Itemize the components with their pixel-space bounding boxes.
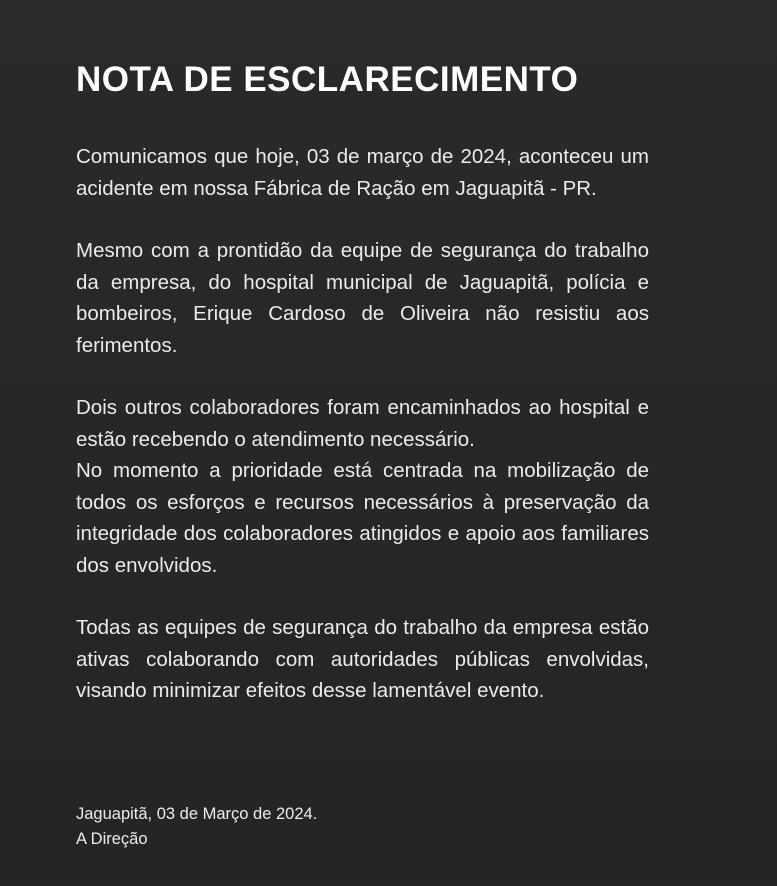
paragraph-priority: No momento a prioridade está centrada na mobilização de todos os esforços e recursos necessários à preservação da integridade dos colaboradores atingidos e apoio aos familiares dos envolvidos. [76,459,649,577]
document-title: NOTA DE ESCLARECIMENTO [76,60,579,99]
document-footer [76,802,317,852]
place-date: Jaguapitã, 03 de Março de 2024. [76,805,318,823]
paragraph-other-workers: Dois outros colaboradores foram encaminhados ao hospital e estão recebendo o atendimento necessário. [76,396,649,451]
paragraph-announcement: Comunicamos que hoje, 03 de março de 2024, aconteceu um acidente em nossa Fábrica de Ração em Jaguapitã - PR. [76,145,649,200]
signature: A Direção [76,830,148,848]
document-body [76,141,649,738]
paragraph-victim: Mesmo com a prontidão da equipe de segurança do trabalho da empresa, do hospital municipal de Jaguapitã, polícia e bombeiros, Erique Cardoso de Oliveira não resistiu aos ferimentos. [76,239,649,357]
paragraph-safety-teams: Todas as equipes de segurança do trabalho da empresa estão ativas colaborando com autoridades públicas envolvidas, visando minimizar efeitos desse lamentável evento. [76,616,649,702]
